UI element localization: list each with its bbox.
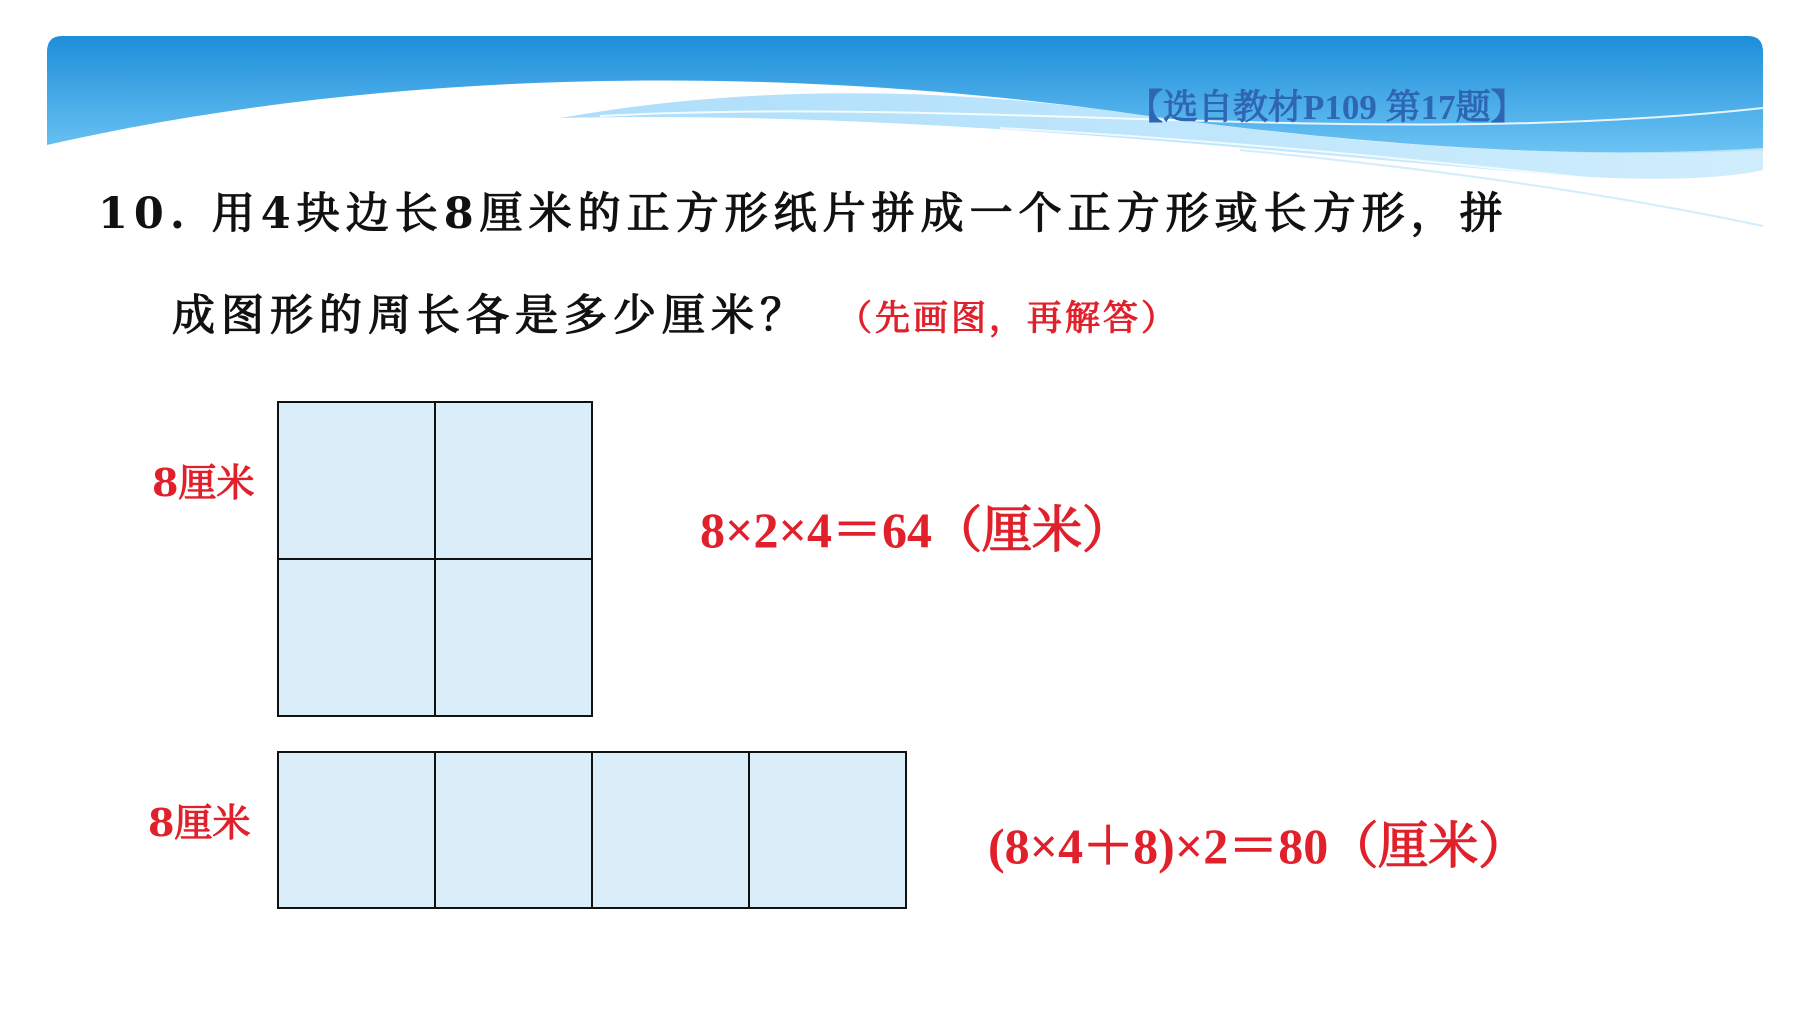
question-line-2 xyxy=(172,282,1179,343)
question-text-1: 10. 用4块边长8厘米的正方形纸片拼成一个正方形或长方形，拼 xyxy=(98,189,1509,239)
paper-square-cell xyxy=(750,753,907,909)
textbook-source-tag: 【选自教材P109 第17题】 xyxy=(1128,88,1526,127)
question-text-2: 成图形的周长各是多少厘米？ xyxy=(172,291,809,341)
square-arrangement-figure xyxy=(277,401,593,717)
paper-square-cell xyxy=(279,560,436,717)
paper-square-cell xyxy=(593,753,750,909)
question-line-1 xyxy=(98,180,1509,241)
paper-square-cell xyxy=(436,560,593,717)
question-hint: （先画图，再解答） xyxy=(837,298,1180,339)
rectangle-arrangement-figure xyxy=(277,751,907,909)
rectangle-side-label: 8厘米 xyxy=(148,800,251,845)
paper-square-cell xyxy=(436,753,593,909)
square-side-label: 8厘米 xyxy=(152,460,255,505)
paper-square-cell xyxy=(436,403,593,560)
square-perimeter-answer: 8×2×4＝64（厘米） xyxy=(700,502,1132,558)
paper-square-cell xyxy=(279,753,436,909)
paper-square-cell xyxy=(279,403,436,560)
rectangle-perimeter-answer: (8×4＋8)×2＝80（厘米） xyxy=(988,818,1529,874)
